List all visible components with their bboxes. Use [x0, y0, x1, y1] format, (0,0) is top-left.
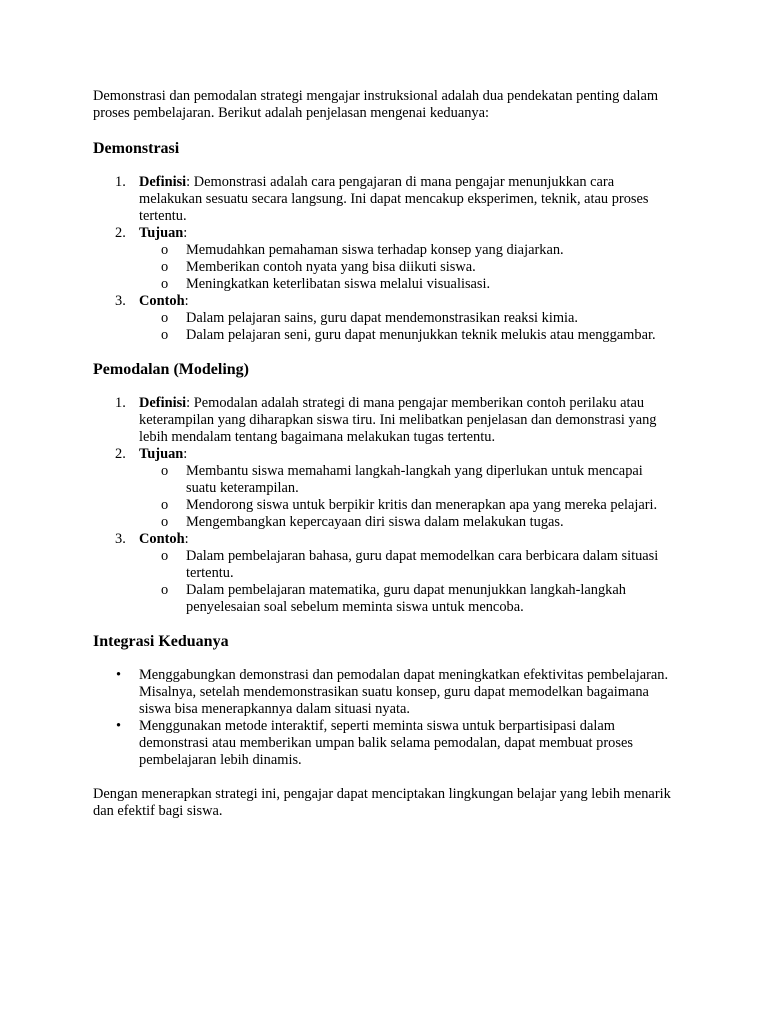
list-number: 2 .: [115, 225, 126, 242]
sub-list-item: o Dalam pelajaran seni, guru dapat menunjukkan teknik melukis atau menggambar.: [93, 327, 672, 344]
sub-list-item: o Dalam pembelajaran matematika, guru dapat menunjukkan langkah-langkah penyelesaian soal sebelum meminta siswa untuk mencoba.: [93, 582, 672, 616]
definition-text: : Demonstrasi adalah cara pengajaran di mana pengajar menunjukkan cara melakukan sesuatu secara langsung. Ini dapat mencakup eksperimen, teknik, atau proses tertentu.: [139, 174, 649, 224]
sub-list-item: o Dalam pelajaran sains, guru dapat mendemonstrasikan reaksi kimia.: [93, 310, 672, 327]
intro-paragraph: Demonstrasi dan pemodalan strategi mengajar instruksional adalah dua pendekatan penting dalam proses pembelajaran. Berikut adalah penjelasan mengenai keduanya:: [93, 88, 659, 121]
bullet-item: • Menggunakan metode interaktif, seperti meminta siswa untuk berpartisipasi dalam demonstrasi atau memberikan umpan balik selama pemodalan, dapat membuat proses pembelajaran lebih dinamis.: [93, 718, 672, 769]
sub-list-item: o Memberikan contoh nyata yang bisa diikuti siswa.: [93, 259, 672, 276]
term-colon: :: [183, 225, 188, 241]
term-colon: :: [184, 531, 189, 547]
list-item: [93, 293, 672, 344]
pemodalan-list: [93, 395, 672, 616]
sub-list-item: o Membantu siswa memahami langkah-langkah yang diperlukan untuk mencapai suatu keterampilan.: [93, 463, 672, 497]
sub-list-item: o Mendorong siswa untuk berpikir kritis dan menerapkan apa yang mereka pelajari.: [93, 497, 672, 514]
term-tujuan: Tujuan: [139, 225, 184, 241]
contoh-sublist: [139, 310, 672, 344]
heading-pemodalan: Pemodalan (Modeling): [93, 361, 249, 378]
heading-demonstrasi: Demonstrasi: [93, 140, 180, 157]
tujuan-sublist: [139, 242, 672, 293]
term-contoh: Contoh: [139, 293, 185, 309]
list-number: 1 .: [115, 174, 126, 191]
sub-list-item: o Mengembangkan kepercayaan diri siswa dalam melakukan tugas.: [93, 514, 672, 531]
demonstrasi-list: [93, 174, 672, 344]
sub-list-item: o Memudahkan pemahaman siswa terhadap konsep yang diajarkan.: [93, 242, 672, 259]
list-item: [93, 225, 672, 293]
contoh-sublist: [139, 548, 672, 616]
term-colon: :: [183, 446, 188, 462]
list-item: [93, 446, 672, 531]
term-tujuan: Tujuan: [139, 446, 184, 462]
term-definisi: Definisi: [139, 174, 187, 190]
sub-list-item: o Meningkatkan keterlibatan siswa melalui visualisasi.: [93, 276, 672, 293]
list-number: 3 .: [115, 293, 126, 310]
bullet-item: • Menggabungkan demonstrasi dan pemodalan dapat meningkatkan efektivitas pembelajaran. Misalnya, setelah mendemonstrasikan suatu konsep, guru dapat memodelkan bagaimana siswa bisa menerapkannya dalam situasi nyata.: [93, 667, 672, 718]
tujuan-sublist: [139, 463, 672, 531]
definition-text: : Pemodalan adalah strategi di mana pengajar memberikan contoh perilaku atau keterampilan yang diharapkan siswa tiru. Ini melibatkan penjelasan dan demonstrasi yang lebih mendalam tentang bagaimana melakukan tugas tertentu.: [139, 395, 657, 445]
list-item: [93, 395, 672, 446]
sub-list-item: o Dalam pembelajaran bahasa, guru dapat memodelkan cara berbicara dalam situasi tertentu.: [93, 548, 672, 582]
list-number: 1 .: [115, 395, 126, 412]
list-number: 3 .: [115, 531, 126, 548]
list-item: [93, 531, 672, 616]
list-item: [93, 174, 672, 225]
term-colon: :: [184, 293, 189, 309]
list-number: 2 .: [115, 446, 126, 463]
term-definisi: Definisi: [139, 395, 187, 411]
integrasi-bullet-list: [93, 667, 672, 769]
heading-integrasi: Integrasi Keduanya: [93, 633, 229, 650]
term-contoh: Contoh: [139, 531, 185, 547]
closing-paragraph: Dengan menerapkan strategi ini, pengajar dapat menciptakan lingkungan belajar yang lebih menarik dan efektif bagi siswa.: [93, 786, 671, 819]
